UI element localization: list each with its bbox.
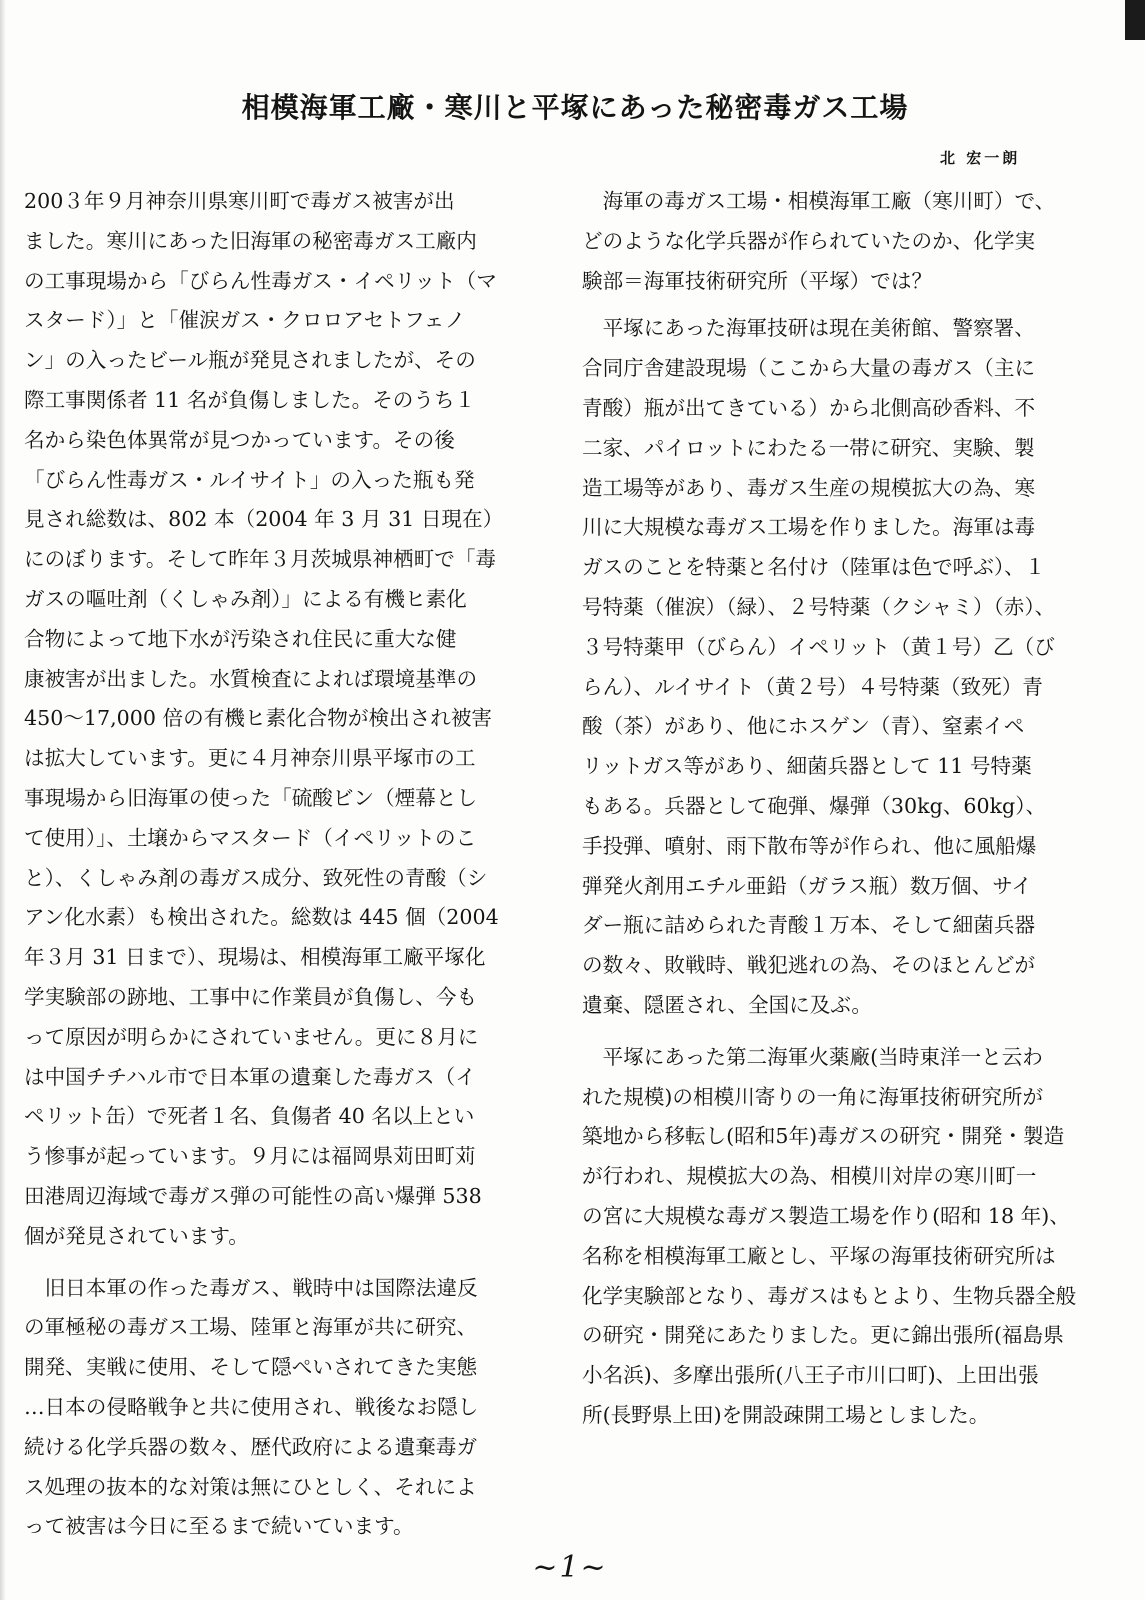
- text-line: もある。兵器として砲弾、爆弾（30kg、60kg）、: [582, 793, 1047, 818]
- text-line: 名から染色体異常が見つかっています。その後: [24, 427, 455, 452]
- text-line: て使用）」、土壌からマスタード（イペリットのこ: [24, 825, 477, 850]
- text-line: ペリット缶）で死者１名、負傷者 40 名以上とい: [24, 1104, 475, 1129]
- text-line: の工事現場から「びらん性毒ガス・イペリット（マ: [24, 268, 497, 293]
- paragraph: [582, 309, 1078, 1025]
- scan-mark-right: [1125, 0, 1145, 40]
- text-line: が行われ、規模拡大の為、相模川対岸の寒川町一: [582, 1164, 1037, 1189]
- text-line: 事現場から旧海軍の使った「硫酸ビン（煙幕とし: [24, 785, 478, 810]
- text-line: 酸（茶）があり、他にホスゲン（青）、窒素イペ: [582, 714, 1025, 739]
- text-line: どのような化学兵器が作られていたのか、化学実: [582, 228, 1036, 253]
- text-line: ス処理の抜本的な対策は無にひとしく、それによ: [24, 1474, 477, 1499]
- text-line: 平塚にあった第二海軍火薬廠(当時東洋一と云わ: [582, 1044, 1043, 1069]
- text-line: 合同庁舎建設現場（ここから大量の毒ガス（主に: [582, 356, 1036, 381]
- text-line: 号特薬（催涙）（緑）、２号特薬（クシャミ）（赤）、: [582, 594, 1056, 619]
- author-name: 北 宏一朗: [940, 149, 1021, 167]
- text-line: 所(長野県上田)を開設疎開工場としました。: [582, 1402, 990, 1427]
- text-line: 川に大規模な毒ガス工場を作りました。海軍は毒: [582, 515, 1036, 540]
- text-line: 200３年９月神奈川県寒川町で毒ガス被害が出: [24, 189, 455, 213]
- text-line: れた規模)の相模川寄りの一角に海軍技術研究所が: [582, 1084, 1044, 1109]
- article-title: 相模海軍工廠・寒川と平塚にあった秘密毒ガス工場: [241, 91, 909, 124]
- text-line: ガスのことを特薬と名付け（陸軍は色で呼ぶ）、１: [582, 555, 1046, 580]
- text-line: 化学実験部となり、毒ガスはもとより、生物兵器全般: [582, 1283, 1077, 1308]
- text-line: ました。寒川にあった旧海軍の秘密毒ガス工廠内: [24, 228, 477, 253]
- text-line: って被害は今日に至るまで続いています。: [24, 1514, 414, 1539]
- page-number: ~1~: [532, 1550, 608, 1585]
- text-line: 手投弾、噴射、雨下散布等が作られ、他に風船爆: [582, 833, 1037, 858]
- text-line: 田港周辺海域で毒ガス弾の可能性の高い爆弾 538: [24, 1183, 482, 1208]
- text-line: 名称を相模海軍工廠とし、平塚の海軍技術研究所は: [582, 1243, 1056, 1268]
- text-line: 二家、パイロットにわたる一帯に研究、実験、製: [582, 435, 1035, 460]
- text-line: 康被害が出ました。水質検査によれば環境基準の: [24, 666, 478, 691]
- text-line: 続ける化学兵器の数々、歴代政府による遺棄毒ガ: [24, 1434, 478, 1459]
- text-line: にのぼります。そして昨年３月茨城県神栖町で「毒: [24, 547, 497, 572]
- text-line: と）、くしゃみ剤の毒ガス成分、致死性の青酸（シ: [24, 865, 488, 890]
- text-line: 年３月 31 日まで）、現場は、相模海軍工廠平塚化: [24, 945, 486, 970]
- text-line: 遺棄、隠匿され、全国に及ぶ。: [582, 992, 872, 1017]
- paragraph: [24, 182, 536, 1257]
- text-line: 築地から移転し(昭和5年)毒ガスの研究・開発・製造: [582, 1124, 1065, 1149]
- paragraph: [582, 182, 1078, 301]
- text-line: スタード）」と「催涙ガス・クロロアセトフェノ: [24, 308, 466, 333]
- paragraph: [24, 1269, 536, 1548]
- text-line: 学実験部の跡地、工事中に作業員が負傷し、今も: [24, 984, 478, 1009]
- text-line: 平塚にあった海軍技研は現在美術館、警察署、: [582, 316, 1035, 341]
- left-column: [24, 182, 536, 1547]
- text-line: アン化水素）も検出された。総数は 445 個（2004: [24, 905, 499, 930]
- right-column: [582, 182, 1078, 1436]
- text-line: …日本の侵略戦争と共に使用され、戦後なお隠し: [24, 1394, 479, 1419]
- text-line: 弾発火剤用エチル亜鉛（ガラス瓶）数万個、サイ: [582, 873, 1032, 898]
- paragraph: [582, 1038, 1078, 1436]
- text-line: 合物によって地下水が汚染され住民に重大な健: [24, 626, 457, 651]
- text-line: の軍極秘の毒ガス工場、陸軍と海軍が共に研究、: [24, 1315, 478, 1340]
- text-line: 個が発見されています。: [24, 1223, 249, 1248]
- text-line: リットガス等があり、細菌兵器として 11 号特薬: [582, 754, 1032, 779]
- text-line: 開発、実戦に使用、そして隠ぺいされてきた実態: [24, 1355, 478, 1380]
- text-line: らん）、ルイサイト（黄２号）４号特薬（致死）青: [582, 674, 1043, 699]
- text-line: 450～17,000 倍の有機ヒ素化合物が検出され被害: [24, 706, 493, 731]
- text-line: 旧日本軍の作った毒ガス、戦時中は国際法違反: [24, 1275, 478, 1300]
- text-line: は中国チチハル市で日本軍の遺棄した毒ガス（イ: [24, 1064, 476, 1089]
- text-line: ン」の入ったビール瓶が発見されましたが、その: [24, 348, 476, 373]
- text-line: 際工事関係者 11 名が負傷しました。そのうち１: [24, 387, 476, 412]
- text-line: 験部＝海軍技術研究所（平塚）では？: [582, 268, 933, 293]
- text-line: 「びらん性毒ガス・ルイサイト」の入った瓶も発: [24, 467, 475, 492]
- scan-shadow-left: [0, 0, 6, 1600]
- text-line: の数々、敗戦時、戦犯逃れの為、そのほとんどが: [582, 953, 1036, 978]
- text-line: 見され総数は、802 本（2004 年 3 月 31 日現在）: [24, 507, 504, 532]
- text-line: ３号特薬甲（びらん）イペリット（黄１号）乙（び: [582, 634, 1055, 659]
- text-line: ダー瓶に詰められた青酸１万本、そして細菌兵器: [582, 913, 1036, 938]
- text-line: う惨事が起っています。９月には福岡県苅田町苅: [24, 1144, 476, 1169]
- text-line: の研究・開発にあたりました。更に錦出張所(福島県: [582, 1323, 1064, 1348]
- text-line: 造工場等があり、毒ガス生産の規模拡大の為、寒: [582, 475, 1036, 500]
- text-line: は拡大しています。更に４月神奈川県平塚市の工: [24, 746, 476, 771]
- text-line: の宮に大規模な毒ガス製造工場を作り(昭和 18 年)、: [582, 1203, 1070, 1228]
- text-line: って原因が明らかにされていません。更に８月に: [24, 1024, 479, 1049]
- text-line: 小名浜)、多摩出張所(八王子市川口町)、上田出張: [582, 1363, 1039, 1388]
- text-line: 海軍の毒ガス工場・相模海軍工廠（寒川町）で、: [582, 189, 1056, 213]
- text-line: ガスの嘔吐剤（くしゃみ剤）」による有機ヒ素化: [24, 586, 467, 611]
- text-line: 青酸）瓶が出てきている）から北側高砂香料、不: [582, 395, 1036, 420]
